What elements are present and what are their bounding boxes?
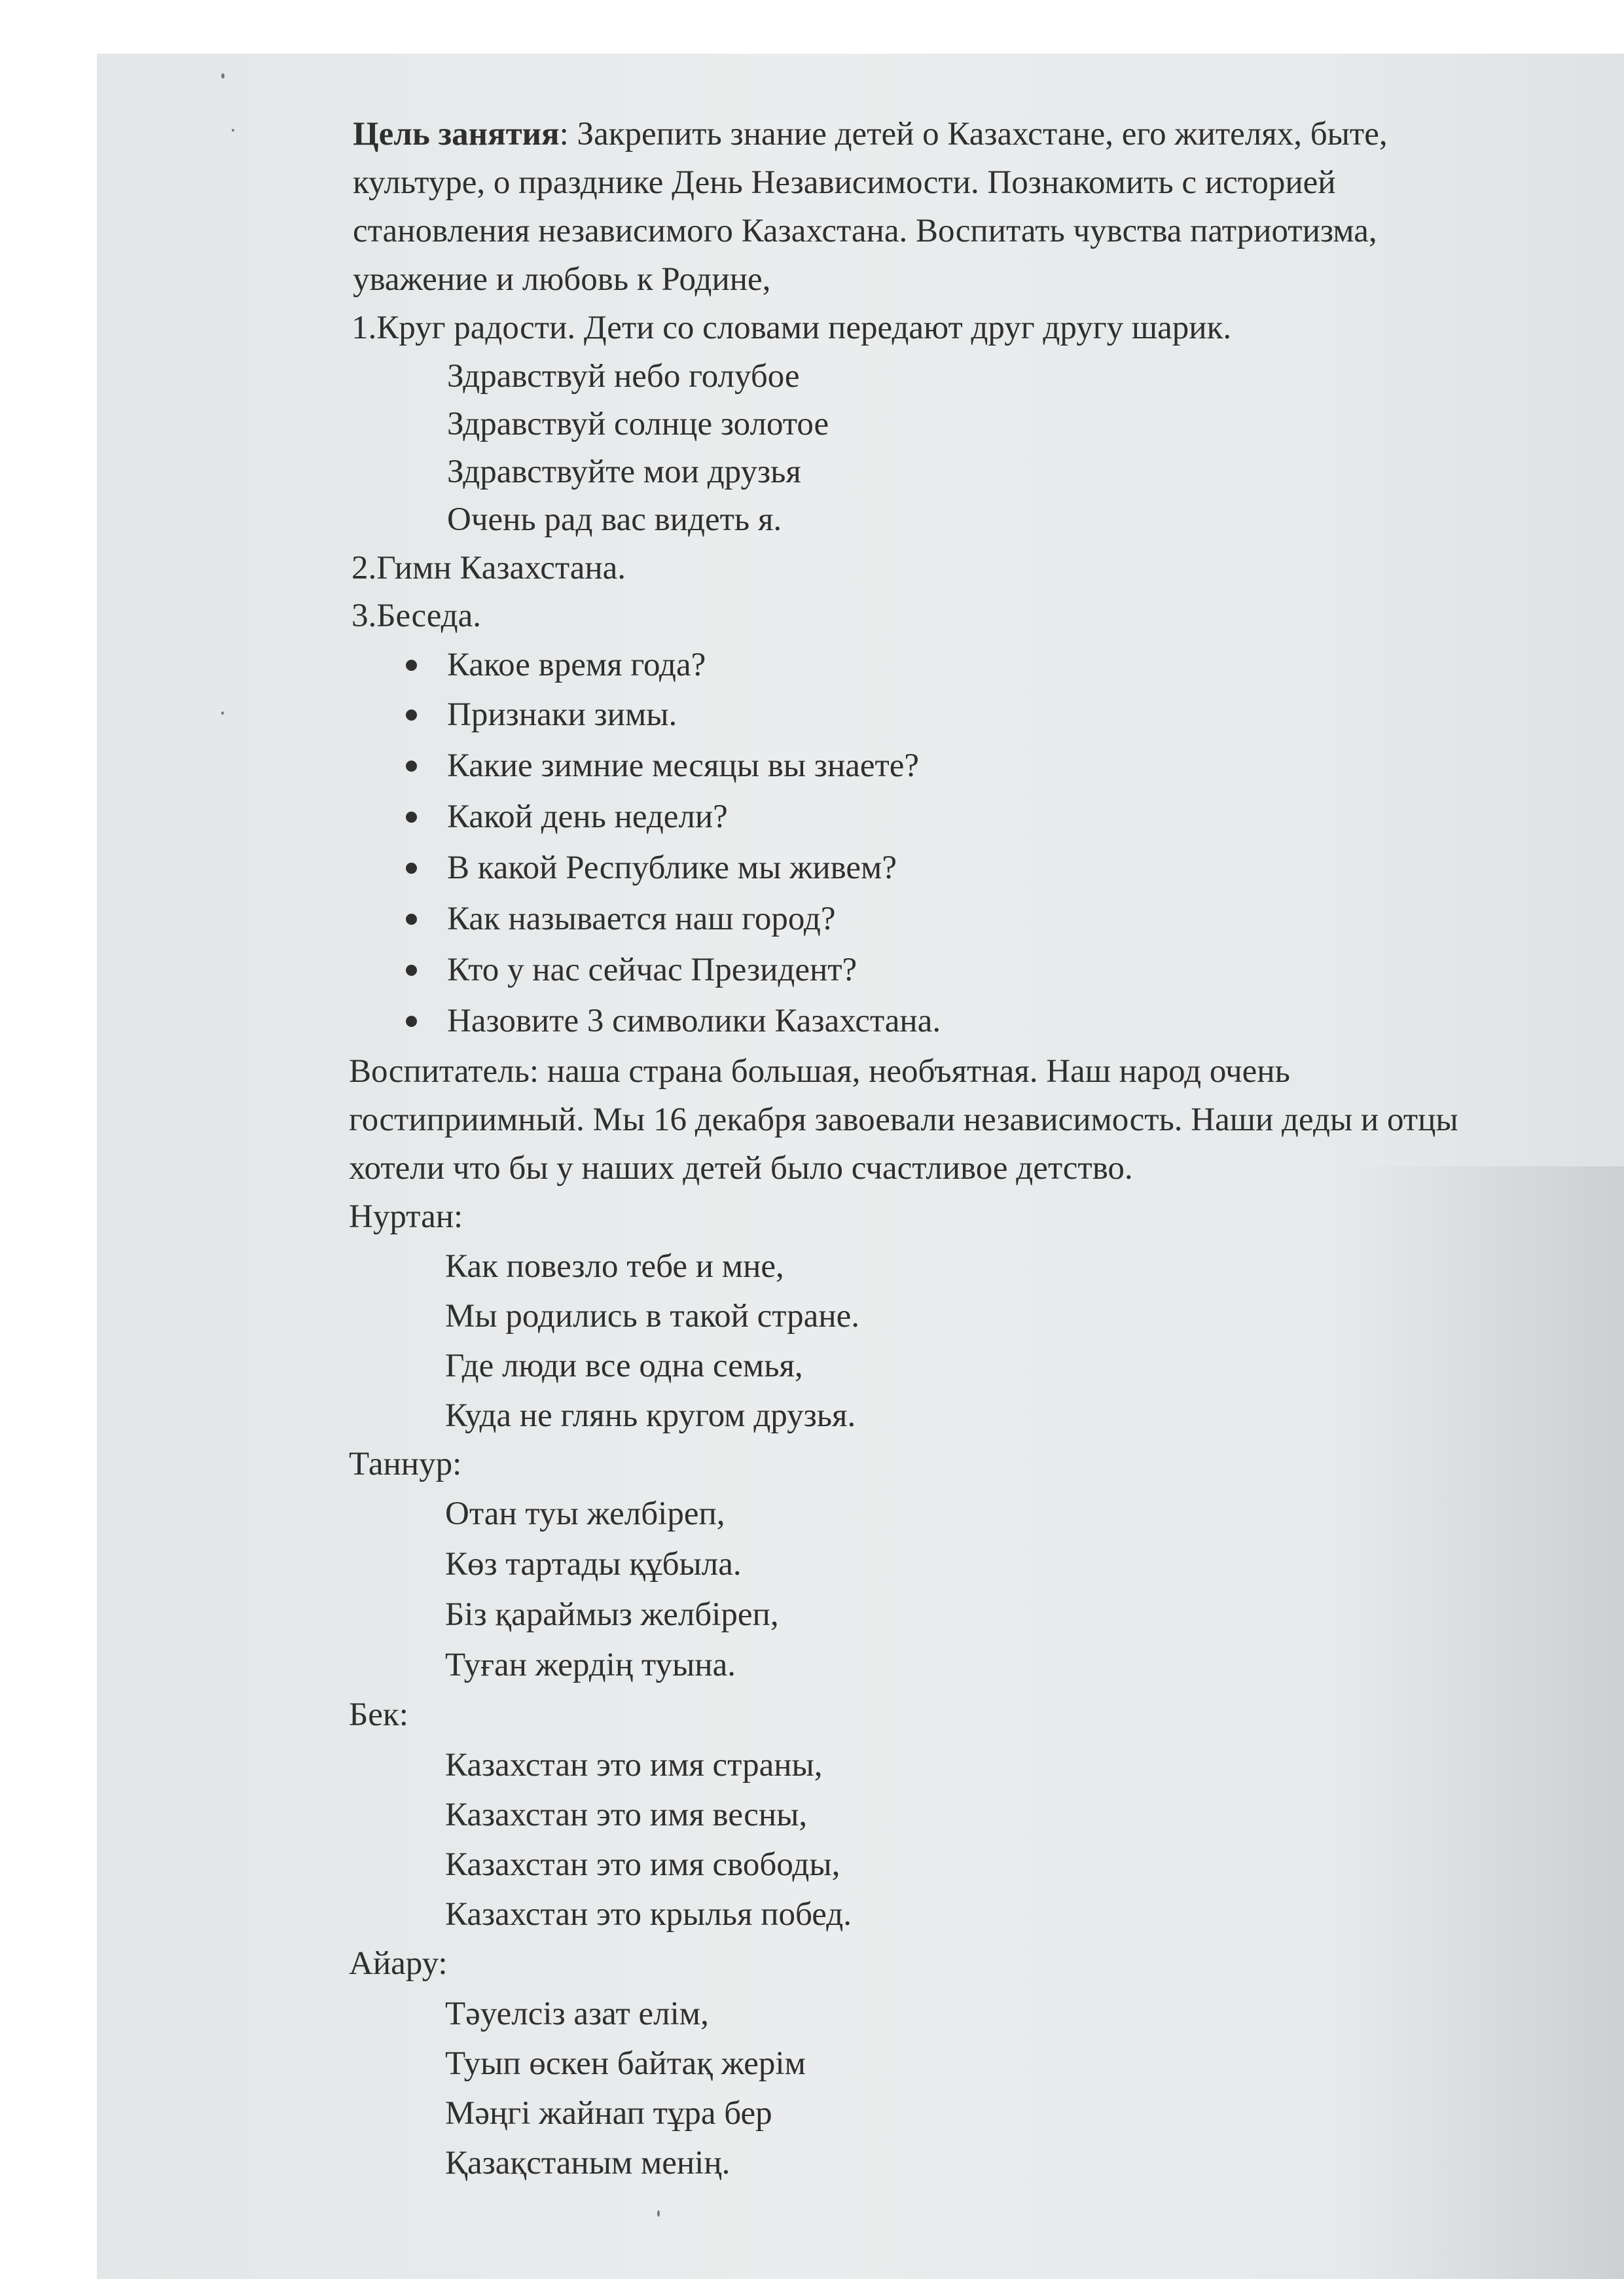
question-item: Какие зимние месяцы вы знаете? <box>447 747 920 784</box>
bullet-icon <box>406 1016 417 1027</box>
intro-line-1 <box>353 118 1388 151</box>
speaker-name: Нуртан: <box>349 1198 463 1235</box>
intro-line-4: уважение и любовь к Родине, <box>353 261 771 298</box>
question-item: Как называется наш город? <box>447 901 836 937</box>
teacher-line-1: Воспитатель: наша страна большая, необъятная. Наш народ очень <box>349 1053 1290 1090</box>
teacher-line-3: хотели что бы у наших детей было счастливое детство. <box>349 1150 1133 1187</box>
poem-line: Казахстан это имя весны, <box>445 1797 808 1833</box>
greeting-verse-line: Здравствуйте мои друзья <box>447 454 801 490</box>
document-body <box>97 54 1624 2279</box>
question-item: Кто у нас сейчас Президент? <box>447 952 857 988</box>
intro-line-2: культуре, о празднике День Независимости. Познакомить с историей <box>353 164 1336 201</box>
question-item: Назовите 3 символики Казахстана. <box>447 1003 941 1039</box>
poem-line: Біз қараймыз желбіреп, <box>445 1596 779 1633</box>
poem-line: Куда не глянь кругом друзья. <box>445 1397 856 1434</box>
poem-line: Как повезло тебе и мне, <box>445 1248 784 1285</box>
poem-line: Туып өскен байтақ жерім <box>445 2045 806 2082</box>
question-item: Признаки зимы. <box>447 696 677 733</box>
poem-line: Мәңгі жайнап тұра бер <box>445 2095 772 2132</box>
intro-label: Цель занятия <box>353 116 560 152</box>
poem-line: Где люди все одна семья, <box>445 1348 803 1384</box>
question-item: Какой день недели? <box>447 798 728 835</box>
step-2-title: 2.Гимн Казахстана. <box>352 550 626 586</box>
greeting-verse-line: Очень рад вас видеть я. <box>447 501 782 538</box>
teacher-line-2: гостиприимный. Мы 16 декабря завоевали независимость. Наши деды и отцы <box>349 1102 1458 1138</box>
poem-line: Казахстан это имя свободы, <box>445 1846 840 1883</box>
question-item: В какой Республике мы живем? <box>447 850 897 886</box>
intro-line-3: становления независимого Казахстана. Воспитать чувства патриотизма, <box>353 213 1377 249</box>
bullet-icon <box>406 914 417 925</box>
document-photo <box>97 54 1624 2279</box>
poem-line: Отан туы желбіреп, <box>445 1496 725 1532</box>
speaker-name: Бек: <box>349 1696 408 1733</box>
poem-line: Казахстан это имя страны, <box>445 1747 823 1784</box>
bullet-icon <box>406 812 417 823</box>
speaker-name: Айару: <box>349 1945 448 1982</box>
poem-line: Мы родились в такой стране. <box>445 1298 859 1335</box>
poem-line: Туған жердің туына. <box>445 1647 736 1683</box>
step-1-title: 1.Круг радости. Дети со словами передают друг другу шарик. <box>352 310 1232 346</box>
bullet-icon <box>406 761 417 772</box>
step-3-title: 3.Беседа. <box>352 598 481 634</box>
question-item: Какое время года? <box>447 647 706 683</box>
bullet-icon <box>406 965 417 976</box>
speaker-name: Таннур: <box>349 1446 462 1482</box>
bullet-icon <box>406 863 417 874</box>
bullet-icon <box>406 660 417 671</box>
poem-line: Қазақстаным менің. <box>445 2145 731 2181</box>
poem-line: Казахстан это крылья побед. <box>445 1896 852 1933</box>
bullet-icon <box>406 709 417 721</box>
poem-line: Көз тартады құбыла. <box>445 1546 742 1583</box>
greeting-verse-line: Здравствуй солнце золотое <box>447 406 829 442</box>
intro-text: : Закрепить знание детей о Казахстане, его жителях, быте, <box>559 116 1388 152</box>
greeting-verse-line: Здравствуй небо голубое <box>447 358 800 395</box>
poem-line: Тәуелсіз азат елім, <box>445 1996 709 2032</box>
